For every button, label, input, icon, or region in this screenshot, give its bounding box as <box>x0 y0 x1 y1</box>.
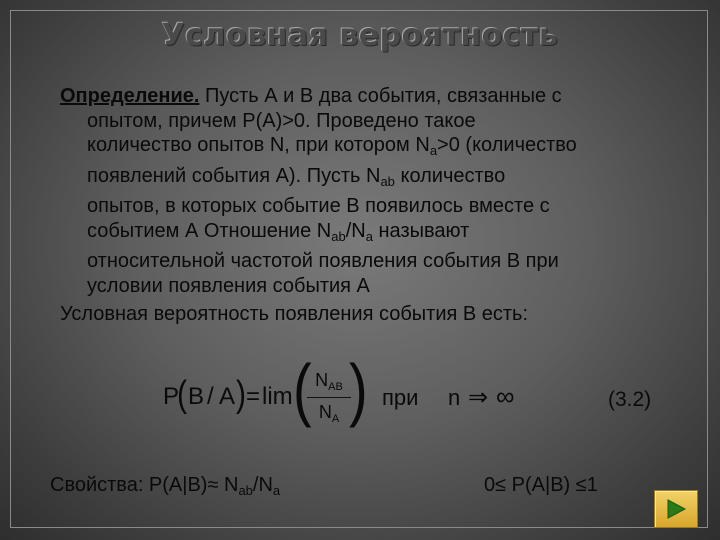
properties-text: /N <box>252 474 273 496</box>
formula-equals: = <box>246 383 261 410</box>
definition-text: называют <box>372 219 470 242</box>
fraction-bar <box>307 397 351 398</box>
definition-text: /N <box>345 219 366 242</box>
definition-text: количество опытов N, при котором N <box>87 134 430 156</box>
infinity-icon: ∞ <box>496 381 515 411</box>
implies-arrow-icon: ⇒ <box>468 384 489 411</box>
definition-line <box>60 219 700 250</box>
fraction <box>307 370 351 425</box>
subscript: A <box>331 413 340 425</box>
next-slide-button[interactable] <box>654 490 698 528</box>
definition-text: Пусть А и В два события, связанные с <box>199 85 562 107</box>
subscript: a <box>365 228 373 244</box>
formula-lim: lim <box>262 383 293 410</box>
definition-text: событием А Отношение N <box>87 219 332 242</box>
equation-number: (3.2) <box>608 388 652 411</box>
definition-line: относительной частотой появления события В при <box>87 250 559 272</box>
subscript: AB <box>328 381 343 393</box>
definition-line <box>60 133 700 164</box>
definition-text: >0 (количество <box>437 134 577 156</box>
formula-a: A <box>219 383 236 410</box>
definition-line: условии появления события А <box>87 274 370 297</box>
definition-term: Определение. <box>60 85 200 107</box>
definition-text: количество <box>394 164 506 187</box>
numerator-n: N <box>315 370 329 390</box>
definition-text: появлений события А). Пусть N <box>87 164 381 187</box>
conditional-probability-line: Условная вероятность появления события В есть: <box>60 303 529 325</box>
definition-line: опытом, причем P(A)>0. Проведено такое <box>87 109 476 132</box>
denominator-n: N <box>318 402 332 422</box>
definition-paragraph <box>60 84 700 298</box>
definition-line: опытов, в которых событие В появилось вместе с <box>87 195 550 217</box>
properties-text: Свойства: P(A|B)≈ N <box>50 474 239 496</box>
subscript: ab <box>238 483 253 498</box>
formula-b: B <box>188 383 205 410</box>
subscript: a <box>429 143 438 158</box>
play-next-icon <box>665 498 687 520</box>
formula-n: n <box>448 385 461 410</box>
left-paren: ( <box>177 373 187 415</box>
probability-range: 0≤ P(A|B) ≤1 <box>484 474 598 496</box>
subscript: ab <box>331 228 346 244</box>
subscript: ab <box>380 173 395 189</box>
fraction-numerator <box>307 370 351 393</box>
formula-pri: при <box>382 385 419 410</box>
right-paren: ) <box>236 373 246 415</box>
formula-p: P <box>163 383 180 410</box>
definition-line <box>60 164 700 195</box>
definition-line <box>60 84 700 109</box>
properties-line <box>50 474 280 498</box>
big-left-paren: ( <box>293 349 312 428</box>
slide-title: Условная вероятность <box>161 18 559 53</box>
fraction-denominator <box>307 402 351 425</box>
formula-slash: / <box>207 383 214 410</box>
big-right-paren: ) <box>349 349 368 428</box>
subscript: a <box>272 483 281 498</box>
